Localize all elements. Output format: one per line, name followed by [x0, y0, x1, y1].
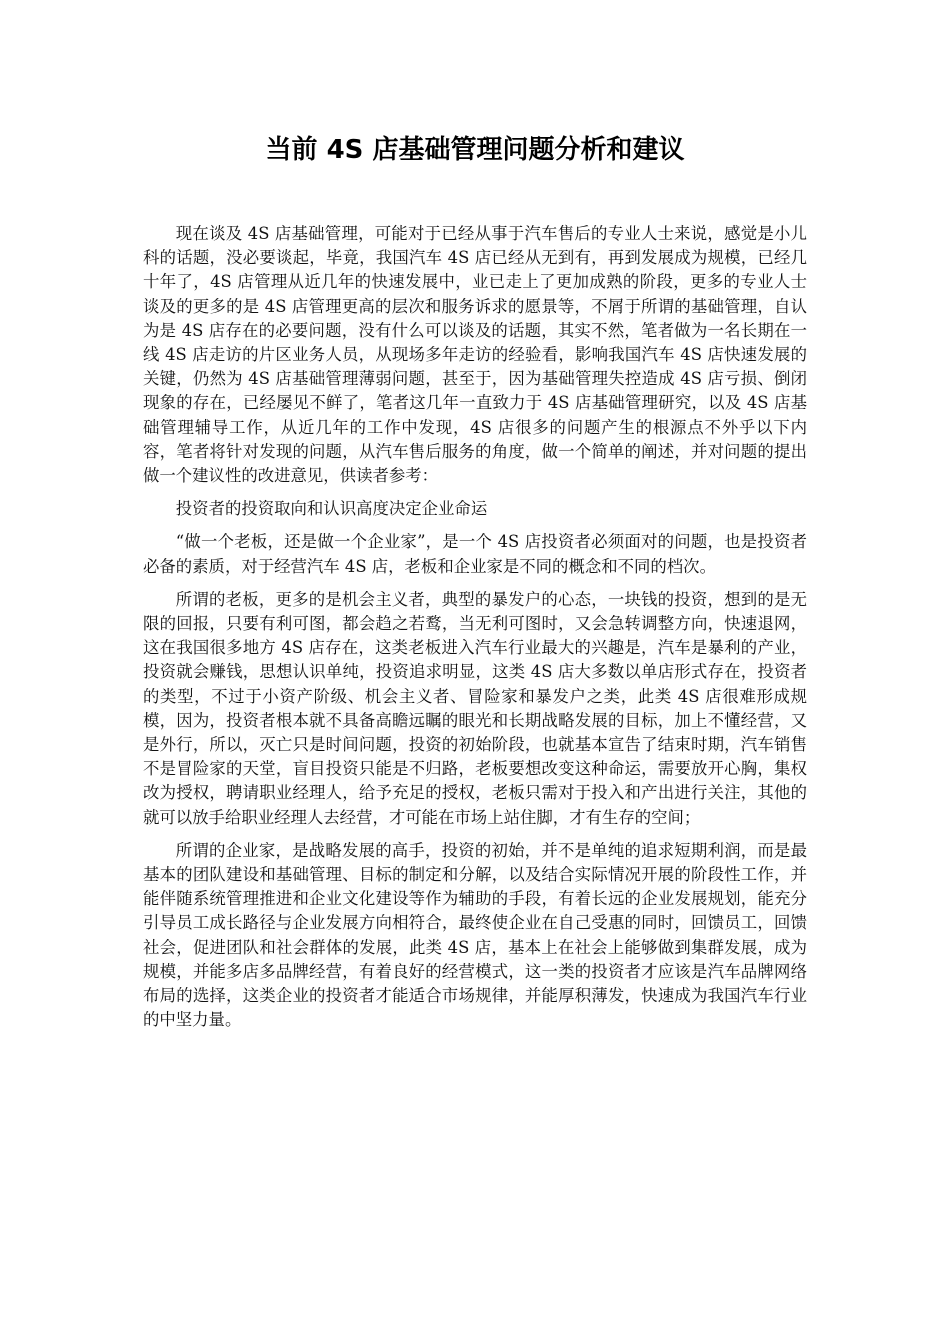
document-title: 当前 4S 店基础管理问题分析和建议: [265, 135, 685, 165]
paragraph-entrepreneur: 所谓的企业家，是战略发展的高手，投资的初始，并不是单纯的追求短期利润，而是最基本的团队建设和基础管理、目标的制定和分解，以及结合实际情况开展的阶段性工作，并能伴随系统管理推进和企业文化建设等作为辅助的手段，有着长远的企业发展规划，能充分引导员工成长路径与企业发展方向相符合，最终使企业在自己受惠的同时，回馈员工，回馈社会，促进团队和社会群体的发展，此类 4S 店，基本上在社会上能够做到集群发展，成为规模，并能多店多品牌经营，有着良好的经营模式，这一类的投资者才应该是汽车品牌网络布局的选择，这类企业的投资者才能适合市场规律，并能厚积薄发，快速成为我国汽车行业的中坚力量。: [143, 840, 807, 1030]
document-body: [143, 222, 807, 1042]
section-heading: 投资者的投资取向和认识高度决定企业命运: [175, 499, 488, 519]
paragraph-boss: 所谓的老板，更多的是机会主义者，典型的暴发户的心态，一块钱的投资，想到的是无限的回报，只要有利可图，都会趋之若鹜，当无利可图时，又会急转调整方向，快速退网，这在我国很多地方 4S 店存在，这类老板进入汽车行业最大的兴趣是，汽车是暴利的产业，投资就会赚钱，思想认识单纯，投资追求明显，这类 4S 店大多数以单店形式存在，投资者的类型，不过于小资产阶级、机会主义者、冒险家和暴发户之类，此类 4S 店很难形成规模，因为，投资者根本就不具备高瞻远瞩的眼光和长期战略发展的目标，加上不懂经营，又是外行，所以，灭亡只是时间问题，投资的初始阶段，也就基本宣告了结束时期，汽车销售不是冒险家的天堂，盲目投资只能是不归路，老板要想改变这种命运，需要放开心胸，集权改为授权，聘请职业经理人，给予充足的授权，老板只需对于投入和产出进行关注，其他的就可以放手给职业经理人去经营，才可能在市场上站住脚，才有生存的空间；: [143, 589, 807, 827]
paragraph-boss-or-entrepreneur: “做一个老板，还是做一个企业家”，是一个 4S 店投资者必须面对的问题，也是投资者必备的素质，对于经营汽车 4S 店，老板和企业家是不同的概念和不同的档次。: [143, 532, 807, 576]
paragraph-intro: 现在谈及 4S 店基础管理，可能对于已经从事于汽车售后的专业人士来说，感觉是小儿科的话题，没必要谈起，毕竟，我国汽车 4S 店已经从无到有，再到发展成为规模，已经几十年了，4S 店管理从近几年的快速发展中，业已走上了更加成熟的阶段，更多的专业人士谈及的更多的是 4S 店管理更高的层次和服务诉求的愿景等，不屑于所谓的基础管理，自认为是 4S 店存在的必要问题，没有什么可以谈及的话题，其实不然，笔者做为一名长期在一线 4S 店走访的片区业务人员，从现场多年走访的经验看，影响我国汽车 4S 店快速发展的关键，仍然为 4S 店基础管理薄弱问题，甚至于，因为基础管理失控造成 4S 店亏损、倒闭现象的存在，已经屡见不鲜了，笔者这几年一直致力于 4S 店基础管理研究，以及 4S 店基础管理辅导工作，从近几年的工作中发现，4S 店很多的问题产生的根源点不外乎以下内容，笔者将针对发现的问题，从汽车售后服务的角度，做一个简单的阐述，并对问题的提出做一个建议性的改进意见，供读者参考：: [143, 224, 807, 486]
